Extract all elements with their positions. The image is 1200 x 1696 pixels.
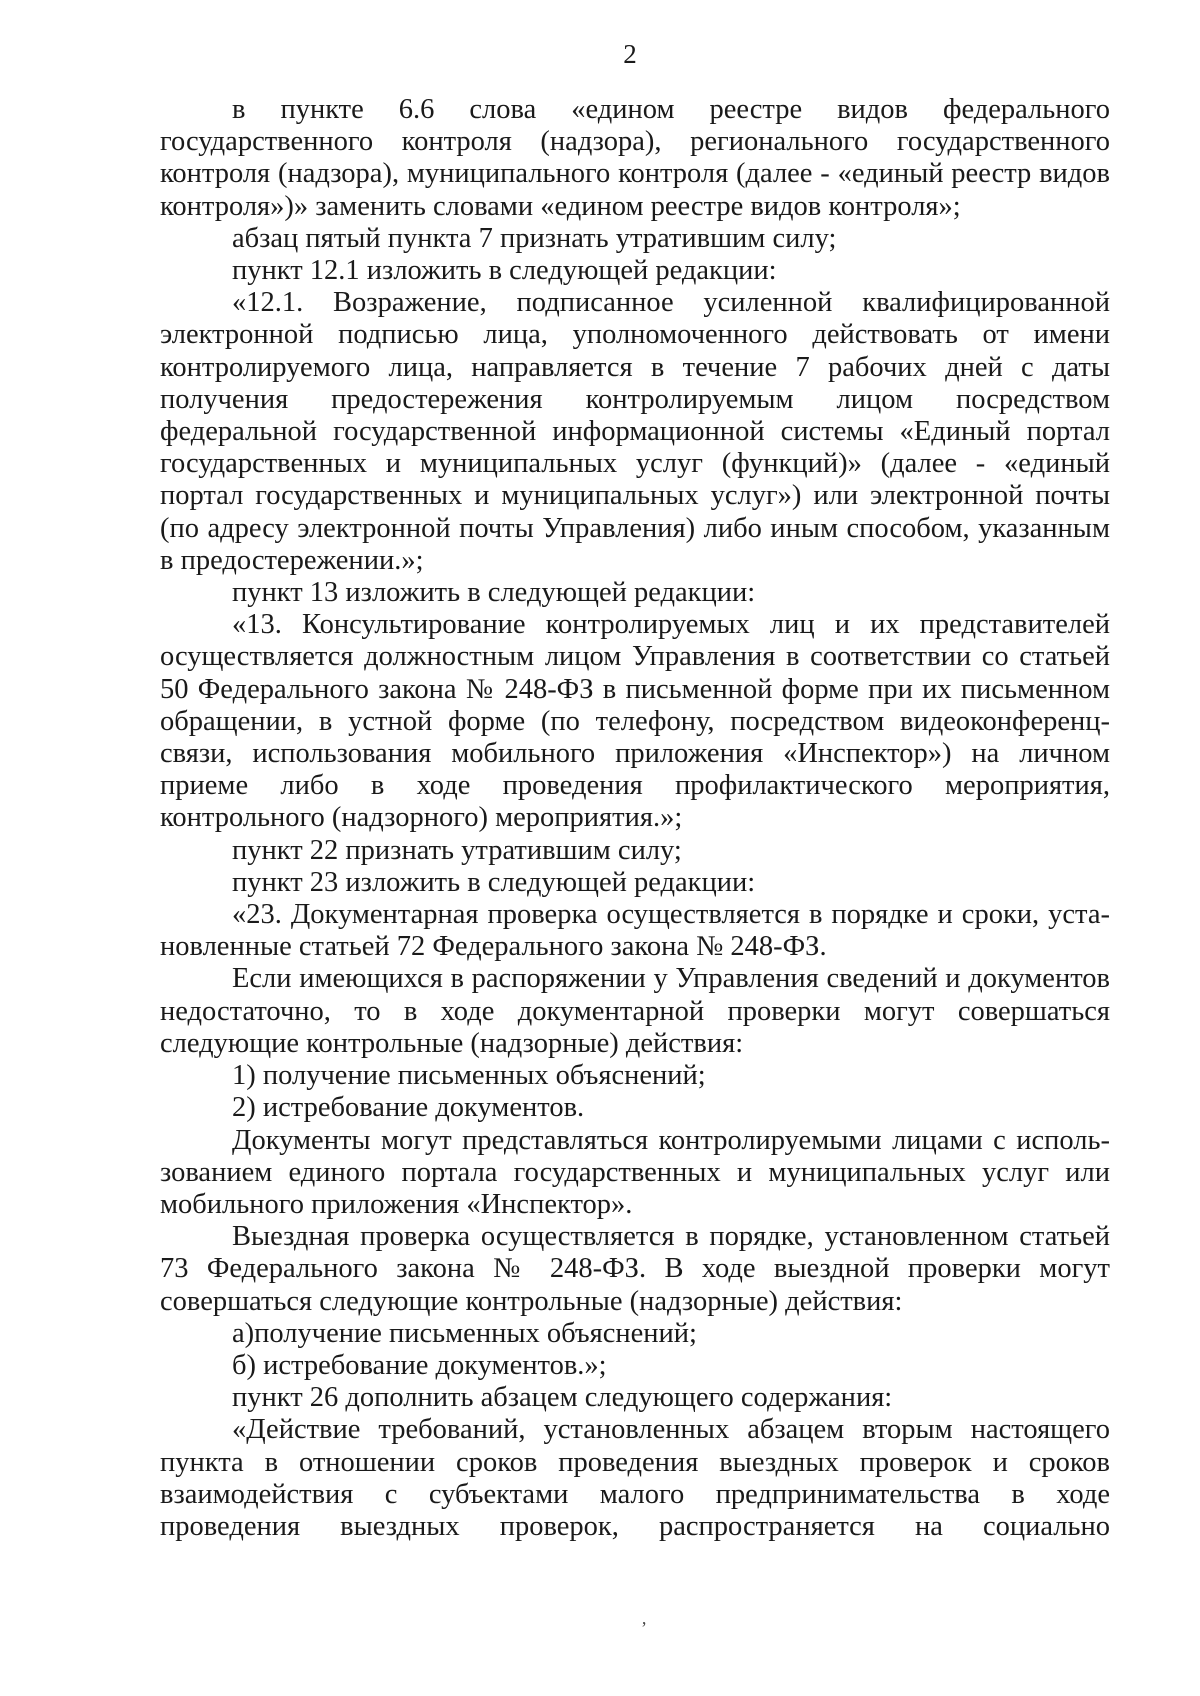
paragraph-7: пункт 22 признать утратившим силу; <box>232 834 682 866</box>
paragraph-17: пункт 26 дополнить абзацем следующего содержания: <box>232 1382 893 1414</box>
scan-mark: ʼ <box>641 1618 647 1638</box>
paragraph-16: б) истребование документов.»; <box>232 1349 607 1381</box>
paragraph-8: пункт 23 изложить в следующей редакции: <box>232 866 756 898</box>
paragraph-5: пункт 13 изложить в следующей редакции: <box>232 577 756 609</box>
paragraph-18: «Действие требований, установленных абзацем вторым настоящего пункта в отношении сроков проведения выездных проверок и сроков взаимодействия с субъектами малого предпринимательства в ходе проведения выездных проверок, распространяется на социально <box>160 1414 1110 1542</box>
paragraph-13: Документы могут представляться контролируемыми лицами с использованием единого портала государственных и муниципальных услуг или мобильного приложения «Инспектор». <box>160 1124 1110 1220</box>
paragraph-3: пункт 12.1 изложить в следующей редакции: <box>232 255 777 287</box>
document-body <box>160 94 1110 1543</box>
paragraph-14: Выездная проверка осуществляется в порядке, установленном статьей 73 Федерального закона № 248-ФЗ. В ходе выездной проверки могут совершаться следующие контрольные (надзорные) действия: <box>160 1221 1110 1317</box>
paragraph-9: «23. Документарная проверка осуществляется в порядке и сроки, установленные статьей 72 Федерального закона № 248-ФЗ. <box>160 899 1110 963</box>
paragraph-4: «12.1. Возражение, подписанное усиленной квалифицированной электронной подписью лица, уполномоченного действовать от имени контролируемого лица, направляется в течение 7 рабочих дней с даты получения предостережения контролируемым лицом посредством федеральной государственной информационной системы «Единый портал государственных и муниципальных услуг (функций)» (далее - «единый портал государственных и муниципальных услуг») или электронной почты (по адресу электронной почты Управления) либо иным способом, указанным в предостережении.»; <box>160 287 1110 576</box>
paragraph-2: абзац пятый пункта 7 признать утратившим силу; <box>232 222 837 254</box>
paragraph-6: «13. Консультирование контролируемых лиц и их представителей осуществляется должностным лицом Управления в соответствии со статьей 50 Федерального закона № 248-ФЗ в письменной форме при их письменном обращении, в устной форме (по телефону, посредством видеоконференц-связи, использования мобильного приложения «Инспектор») на личном приеме либо в ходе проведения профилактического мероприятия, контрольного (надзорного) мероприятия.»; <box>160 609 1110 834</box>
page-number: 2 <box>623 39 637 69</box>
paragraph-12: 2) истребование документов. <box>232 1092 585 1124</box>
paragraph-10: Если имеющихся в распоряжении у Управления сведений и документов недостаточно, то в ходе документарной проверки могут совершаться следующие контрольные (надзорные) действия: <box>160 963 1110 1059</box>
paragraph-15: а)получение письменных объяснений; <box>232 1317 697 1349</box>
paragraph-1: в пункте 6.6 слова «едином реестре видов федерального государственного контроля (надзора), регионального государственного контроля (надзора), муниципального контроля (далее - «единый реестр видов контроля»)» заменить словами «едином реестре видов контроля»; <box>160 94 1110 222</box>
paragraph-11: 1) получение письменных объяснений; <box>232 1060 706 1092</box>
